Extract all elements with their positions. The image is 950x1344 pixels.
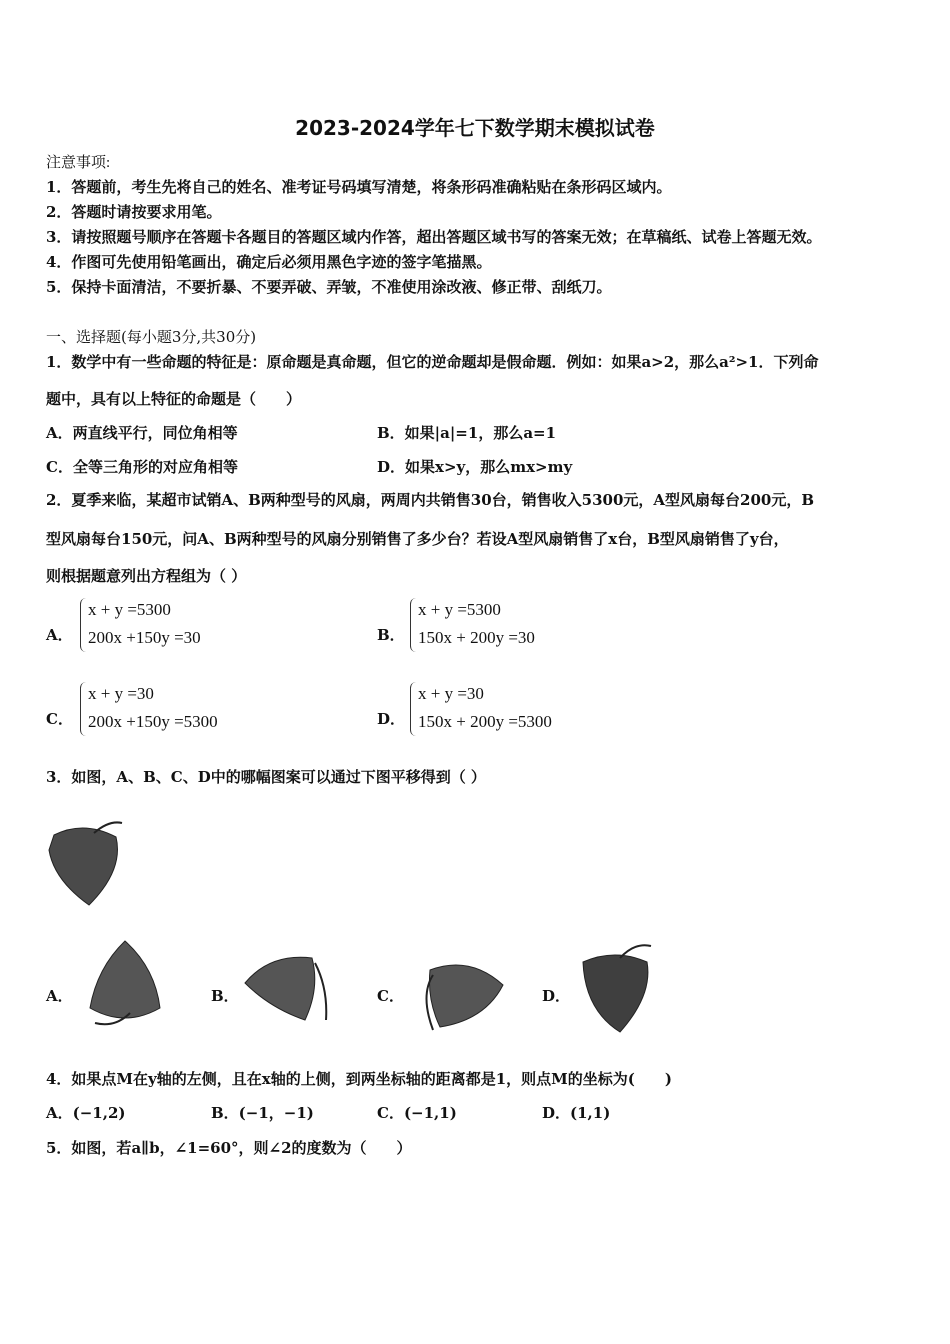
equation: x + y =30 xyxy=(418,684,484,703)
q1-option-b: B．如果|a|=1，那么a=1 xyxy=(377,424,557,442)
q1-option-d: D．如果x>y，那么mx>my xyxy=(377,458,573,476)
strawberry-option-c xyxy=(415,955,510,1033)
equation: 150x + 200y =5300 xyxy=(418,712,552,731)
equation: 150x + 200y =30 xyxy=(418,628,535,647)
q3-option-b-label: B． xyxy=(211,987,239,1005)
strawberry-option-b xyxy=(240,948,332,1023)
q2-text: 则根据题意列出方程组为（ ） xyxy=(46,567,247,585)
note-item: 5．保持卡面清洁，不要折暴、不要弄破、弄皱，不准使用涂改液、修正带、刮纸刀。 xyxy=(46,278,612,296)
q3-option-d-label: D． xyxy=(542,987,571,1005)
note-item: 2．答题时请按要求用笔。 xyxy=(46,203,222,221)
q2-option-b-label: B． xyxy=(377,626,405,644)
q2-text: 2．夏季来临，某超市试销A、B两种型号的风扇，两周内共销售30台，销售收入5300元，A型风扇每台200元，B xyxy=(46,491,815,509)
q1-option-a: A．两直线平行，同位角相等 xyxy=(46,424,238,442)
q3-option-a-label: A． xyxy=(46,987,73,1005)
strawberry-option-d xyxy=(575,940,655,1035)
equation: 200x +150y =30 xyxy=(88,628,201,647)
page-title: 2023-2024学年七下数学期末模拟试卷 xyxy=(295,116,655,140)
note-item: 4．作图可先使用铅笔画出，确定后必须用黑色字迹的签字笔描黑。 xyxy=(46,253,492,271)
q2-option-a-label: A． xyxy=(46,626,73,644)
q1-text: 1．数学中有一些命题的特征是：原命题是真命题，但它的逆命题却是假命题．例如：如果a>2，那么a²>1．下列命 xyxy=(46,353,819,371)
notes-heading: 注意事项: xyxy=(46,155,111,171)
equation: x + y =5300 xyxy=(418,600,501,619)
q2-option-c-label: C． xyxy=(46,710,73,728)
q5-text: 5．如图，若a∥b，∠1=60°，则∠2的度数为（ ） xyxy=(46,1139,412,1157)
q2-option-d-label: D． xyxy=(377,710,406,728)
strawberry-figure xyxy=(44,815,126,910)
q1-text: 题中，具有以上特征的命题是（ ） xyxy=(46,390,302,408)
q3-option-c-label: C． xyxy=(377,987,404,1005)
q4-option-b: B．(−1，−1) xyxy=(211,1104,314,1122)
equation: 200x +150y =5300 xyxy=(88,712,218,731)
equation: x + y =5300 xyxy=(88,600,171,619)
q4-option-d: D．(1,1) xyxy=(542,1104,611,1122)
equation: x + y =30 xyxy=(88,684,154,703)
q4-text: 4．如果点M在y轴的左侧，且在x轴的上侧，到两坐标轴的距离都是1，则点M的坐标为( ) xyxy=(46,1070,672,1088)
section-heading: 一、选择题(每小题3分,共30分) xyxy=(46,328,257,346)
note-item: 3．请按照题号顺序在答题卡各题目的答题区域内作答，超出答题区域书写的答案无效；在草稿纸、试卷上答题无效。 xyxy=(46,228,822,246)
q2-text: 型风扇每台150元，问A、B两种型号的风扇分别销售了多少台？若设A型风扇销售了x台，B型风扇销售了y台， xyxy=(46,530,789,548)
q3-text: 3．如图，A、B、C、D中的哪幅图案可以通过下图平移得到（ ） xyxy=(46,768,486,786)
q4-option-c: C．(−1,1) xyxy=(377,1104,457,1122)
q4-option-a: A．(−1,2) xyxy=(46,1104,126,1122)
strawberry-option-a xyxy=(85,938,165,1030)
q1-option-c: C．全等三角形的对应角相等 xyxy=(46,458,238,476)
note-item: 1．答题前，考生先将自己的姓名、准考证号码填写清楚，将条形码准确粘贴在条形码区域内。 xyxy=(46,178,672,196)
